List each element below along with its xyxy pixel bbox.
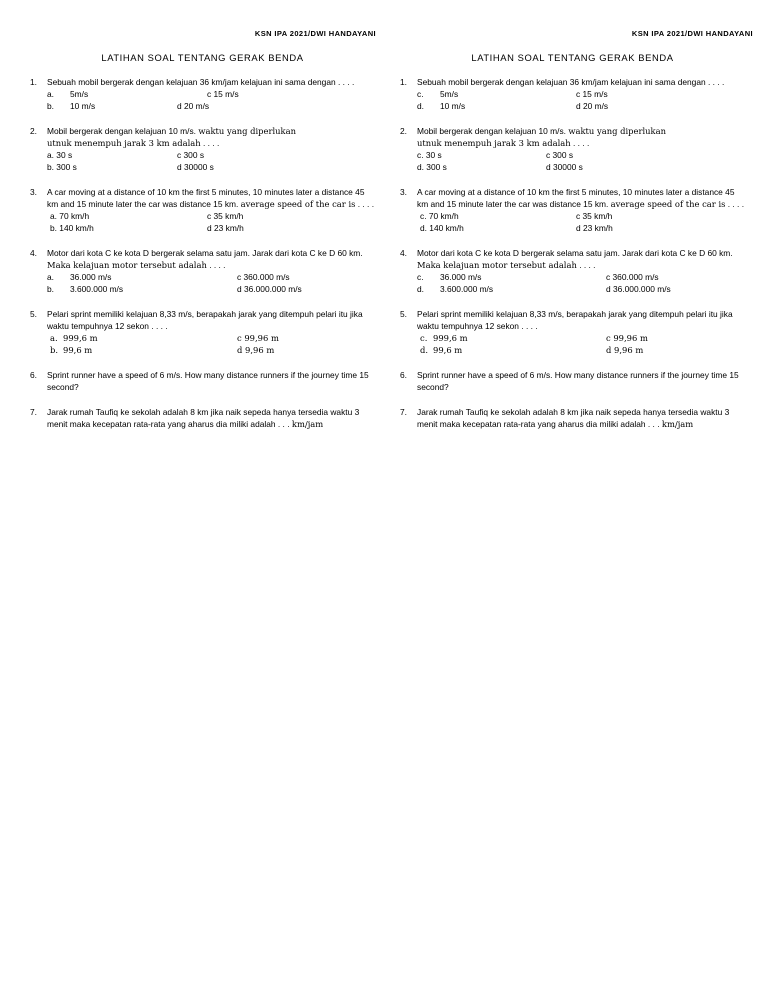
question-text: Sprint runner have a speed of 6 m/s. How many distance runners if the journey time 15 second? <box>417 370 739 392</box>
option-c: c 35 km/h <box>207 211 244 221</box>
question-text: Sebuah mobil bergerak dengan kelajuan 36 km/jam kelajuan ini sama dengan . . . . <box>47 77 355 87</box>
question-number: 4. <box>30 248 37 258</box>
option-c: c 300 s <box>546 150 574 160</box>
options-row-2 <box>400 222 745 234</box>
option-a-value: 999,6 m <box>63 333 98 343</box>
option-b-value: 99,6 m <box>63 345 93 355</box>
question-3 <box>400 186 745 210</box>
question-number: 3. <box>400 187 407 197</box>
question-number: 7. <box>30 407 37 417</box>
option-d: d 30000 s <box>177 162 214 172</box>
option-b-value: 3.600.000 m/s <box>70 284 124 294</box>
option-d: d 23 km/h <box>207 223 244 233</box>
question-text: Jarak rumah Taufiq ke sekolah adalah 8 km jika naik sepeda hanya tersedia waktu 3 menit maka kecepatan rata-rata yang aharus dia miliki adalah . . . <box>417 407 730 429</box>
question-text: Pelari sprint memiliki kelajuan 8,33 m/s, berapakah jarak yang ditempuh pelari itu jika waktu tempuhnya 12 sekon . . . . <box>47 309 363 331</box>
option-b-label: d. <box>417 284 424 294</box>
options-row-2 <box>30 100 375 112</box>
option-b-label: b. <box>50 345 59 355</box>
question-4 <box>30 247 375 271</box>
question-number: 5. <box>400 309 407 319</box>
option-c: c 360.000 m/s <box>606 272 659 282</box>
option-c: c 360.000 m/s <box>237 272 290 282</box>
options-row-2 <box>400 100 745 112</box>
question-number: 6. <box>400 370 407 380</box>
question-unit: km/jam <box>661 419 694 429</box>
option-d: d 30000 s <box>546 162 583 172</box>
option-d: d 9,96 m <box>606 345 644 355</box>
option-a-label: a. <box>50 333 58 343</box>
option-b-value: 10 m/s <box>440 101 466 111</box>
question-1 <box>30 76 375 88</box>
question-text: A car moving at a distance of 10 km the first 5 minutes, 10 minutes later a distance 45 km and 15 minute later the car was distance 15 km. <box>417 187 735 209</box>
question-text-serif: utnuk menempuh jarak 3 km adalah <box>417 138 571 148</box>
option-d: d 36.000.000 m/s <box>606 284 671 294</box>
question-text: A car moving at a distance of 10 km the first 5 minutes, 10 minutes later a distance 45 km and 15 minute later the car was distance 15 km. <box>47 187 365 209</box>
option-a-value: 36.000 m/s <box>70 272 112 282</box>
page-title: LATIHAN SOAL TENTANG GERAK BENDA <box>101 52 304 63</box>
option-d: d 20 m/s <box>177 101 210 111</box>
option-a-label: a. <box>47 272 54 282</box>
option-c: c 99,96 m <box>606 333 648 343</box>
option-a-label: c. <box>417 89 424 99</box>
question-number: 1. <box>30 77 37 87</box>
options-row-1 <box>30 149 375 161</box>
option-b: b. 300 s <box>47 162 77 172</box>
question-4 <box>400 247 745 271</box>
option-a-label: c. <box>417 272 424 282</box>
option-a: a. 30 s <box>47 150 73 160</box>
option-a-label: c. <box>420 333 428 343</box>
options-row-2 <box>30 222 375 234</box>
page-header: KSN IPA 2021/DWI HANDAYANI <box>254 29 376 38</box>
option-a-value: 36.000 m/s <box>440 272 482 282</box>
question-text: Motor dari kota C ke kota D bergerak selama satu jam. Jarak dari kota C ke D 60 km. <box>47 248 363 258</box>
question-text-serif: average speed of the car is <box>610 199 726 209</box>
option-c: c 15 m/s <box>576 89 608 99</box>
options-row-2 <box>30 161 375 173</box>
question-ellipsis: . . . . <box>203 138 220 148</box>
option-a-label: a. <box>47 89 54 99</box>
options-row-1 <box>30 88 375 100</box>
option-b: b. 140 km/h <box>50 223 94 233</box>
question-text: Sprint runner have a speed of 6 m/s. How many distance runners if the journey time 15 second? <box>47 370 369 392</box>
option-a-value: 999,6 m <box>433 333 468 343</box>
option-b: d. 300 s <box>417 162 447 172</box>
question-2 <box>30 125 375 149</box>
question-text: Motor dari kota C ke kota D bergerak selama satu jam. Jarak dari kota C ke D 60 km. <box>417 248 733 258</box>
option-b-value: 99,6 m <box>433 345 463 355</box>
question-text-serif: Maka kelajuan motor tersebut adalah <box>47 260 207 270</box>
question-number: 2. <box>30 126 37 136</box>
question-text-serif: utnuk menempuh jarak 3 km adalah <box>47 138 201 148</box>
options-row-1 <box>30 271 375 283</box>
option-d: d 9,96 m <box>237 345 275 355</box>
question-7 <box>30 406 375 430</box>
option-d: d 36.000.000 m/s <box>237 284 302 294</box>
question-text-serif: average speed of the car is <box>240 199 356 209</box>
question-ellipsis: . . . . <box>209 260 226 270</box>
options-row-1 <box>30 332 375 344</box>
question-number: 4. <box>400 248 407 258</box>
options-row-2 <box>400 283 745 295</box>
option-b-value: 3.600.000 m/s <box>440 284 494 294</box>
options-row-1 <box>400 88 745 100</box>
question-ellipsis: . . . . <box>579 260 596 270</box>
option-a: c. 70 km/h <box>420 211 459 221</box>
options-row-1 <box>30 210 375 222</box>
question-text: Mobil bergerak dengan kelajuan 10 m/s. <box>417 126 566 136</box>
question-text: Pelari sprint memiliki kelajuan 8,33 m/s, berapakah jarak yang ditempuh pelari itu jika waktu tempuhnya 12 sekon . . . . <box>417 309 733 331</box>
option-a-value: 5m/s <box>440 89 459 99</box>
question-number: 3. <box>30 187 37 197</box>
option-c: c 300 s <box>177 150 205 160</box>
question-list <box>400 76 745 430</box>
question-text-serif: waktu yang diperlukan <box>568 126 667 136</box>
options-row-1 <box>400 149 745 161</box>
question-text-serif: Maka kelajuan motor tersebut adalah <box>417 260 577 270</box>
question-7 <box>400 406 745 430</box>
question-6 <box>30 369 375 393</box>
question-ellipsis: . . . . <box>357 199 375 209</box>
options-row-2 <box>30 283 375 295</box>
question-text-serif: waktu yang diperlukan <box>198 126 297 136</box>
question-list <box>30 76 375 430</box>
question-6 <box>400 369 745 393</box>
options-row-1 <box>400 332 745 344</box>
option-a: a. 70 km/h <box>50 211 90 221</box>
question-number: 1. <box>400 77 407 87</box>
option-c: c 99,96 m <box>237 333 279 343</box>
options-row-1 <box>400 210 745 222</box>
option-b-label: b. <box>47 284 54 294</box>
question-number: 7. <box>400 407 407 417</box>
option-a-value: 5m/s <box>70 89 89 99</box>
question-2 <box>400 125 745 149</box>
page-header: KSN IPA 2021/DWI HANDAYANI <box>631 29 753 38</box>
question-5 <box>400 308 745 332</box>
question-text: Sebuah mobil bergerak dengan kelajuan 36 km/jam kelajuan ini sama dengan . . . . <box>417 77 725 87</box>
question-text: Jarak rumah Taufiq ke sekolah adalah 8 km jika naik sepeda hanya tersedia waktu 3 menit maka kecepatan rata-rata yang aharus dia miliki adalah . . . <box>47 407 360 429</box>
options-row-2 <box>400 344 745 356</box>
page-title: LATIHAN SOAL TENTANG GERAK BENDA <box>471 52 674 63</box>
option-b-label: d. <box>420 345 429 355</box>
option-b-value: 10 m/s <box>70 101 96 111</box>
option-d: d 23 km/h <box>576 223 613 233</box>
question-text: Mobil bergerak dengan kelajuan 10 m/s. <box>47 126 196 136</box>
question-1 <box>400 76 745 88</box>
question-ellipsis: . . . . <box>727 199 745 209</box>
options-row-2 <box>30 344 375 356</box>
option-b-label: b. <box>47 101 54 111</box>
option-d: d 20 m/s <box>576 101 609 111</box>
option-b: d. 140 km/h <box>420 223 464 233</box>
question-number: 2. <box>400 126 407 136</box>
option-c: c 35 km/h <box>576 211 613 221</box>
option-c: c 15 m/s <box>207 89 239 99</box>
question-5 <box>30 308 375 332</box>
question-ellipsis: . . . . <box>573 138 590 148</box>
option-b-label: d. <box>417 101 424 111</box>
question-number: 6. <box>30 370 37 380</box>
options-row-2 <box>400 161 745 173</box>
question-unit: km/jam <box>291 419 324 429</box>
question-number: 5. <box>30 309 37 319</box>
options-row-1 <box>400 271 745 283</box>
option-a: c. 30 s <box>417 150 442 160</box>
question-3 <box>30 186 375 210</box>
